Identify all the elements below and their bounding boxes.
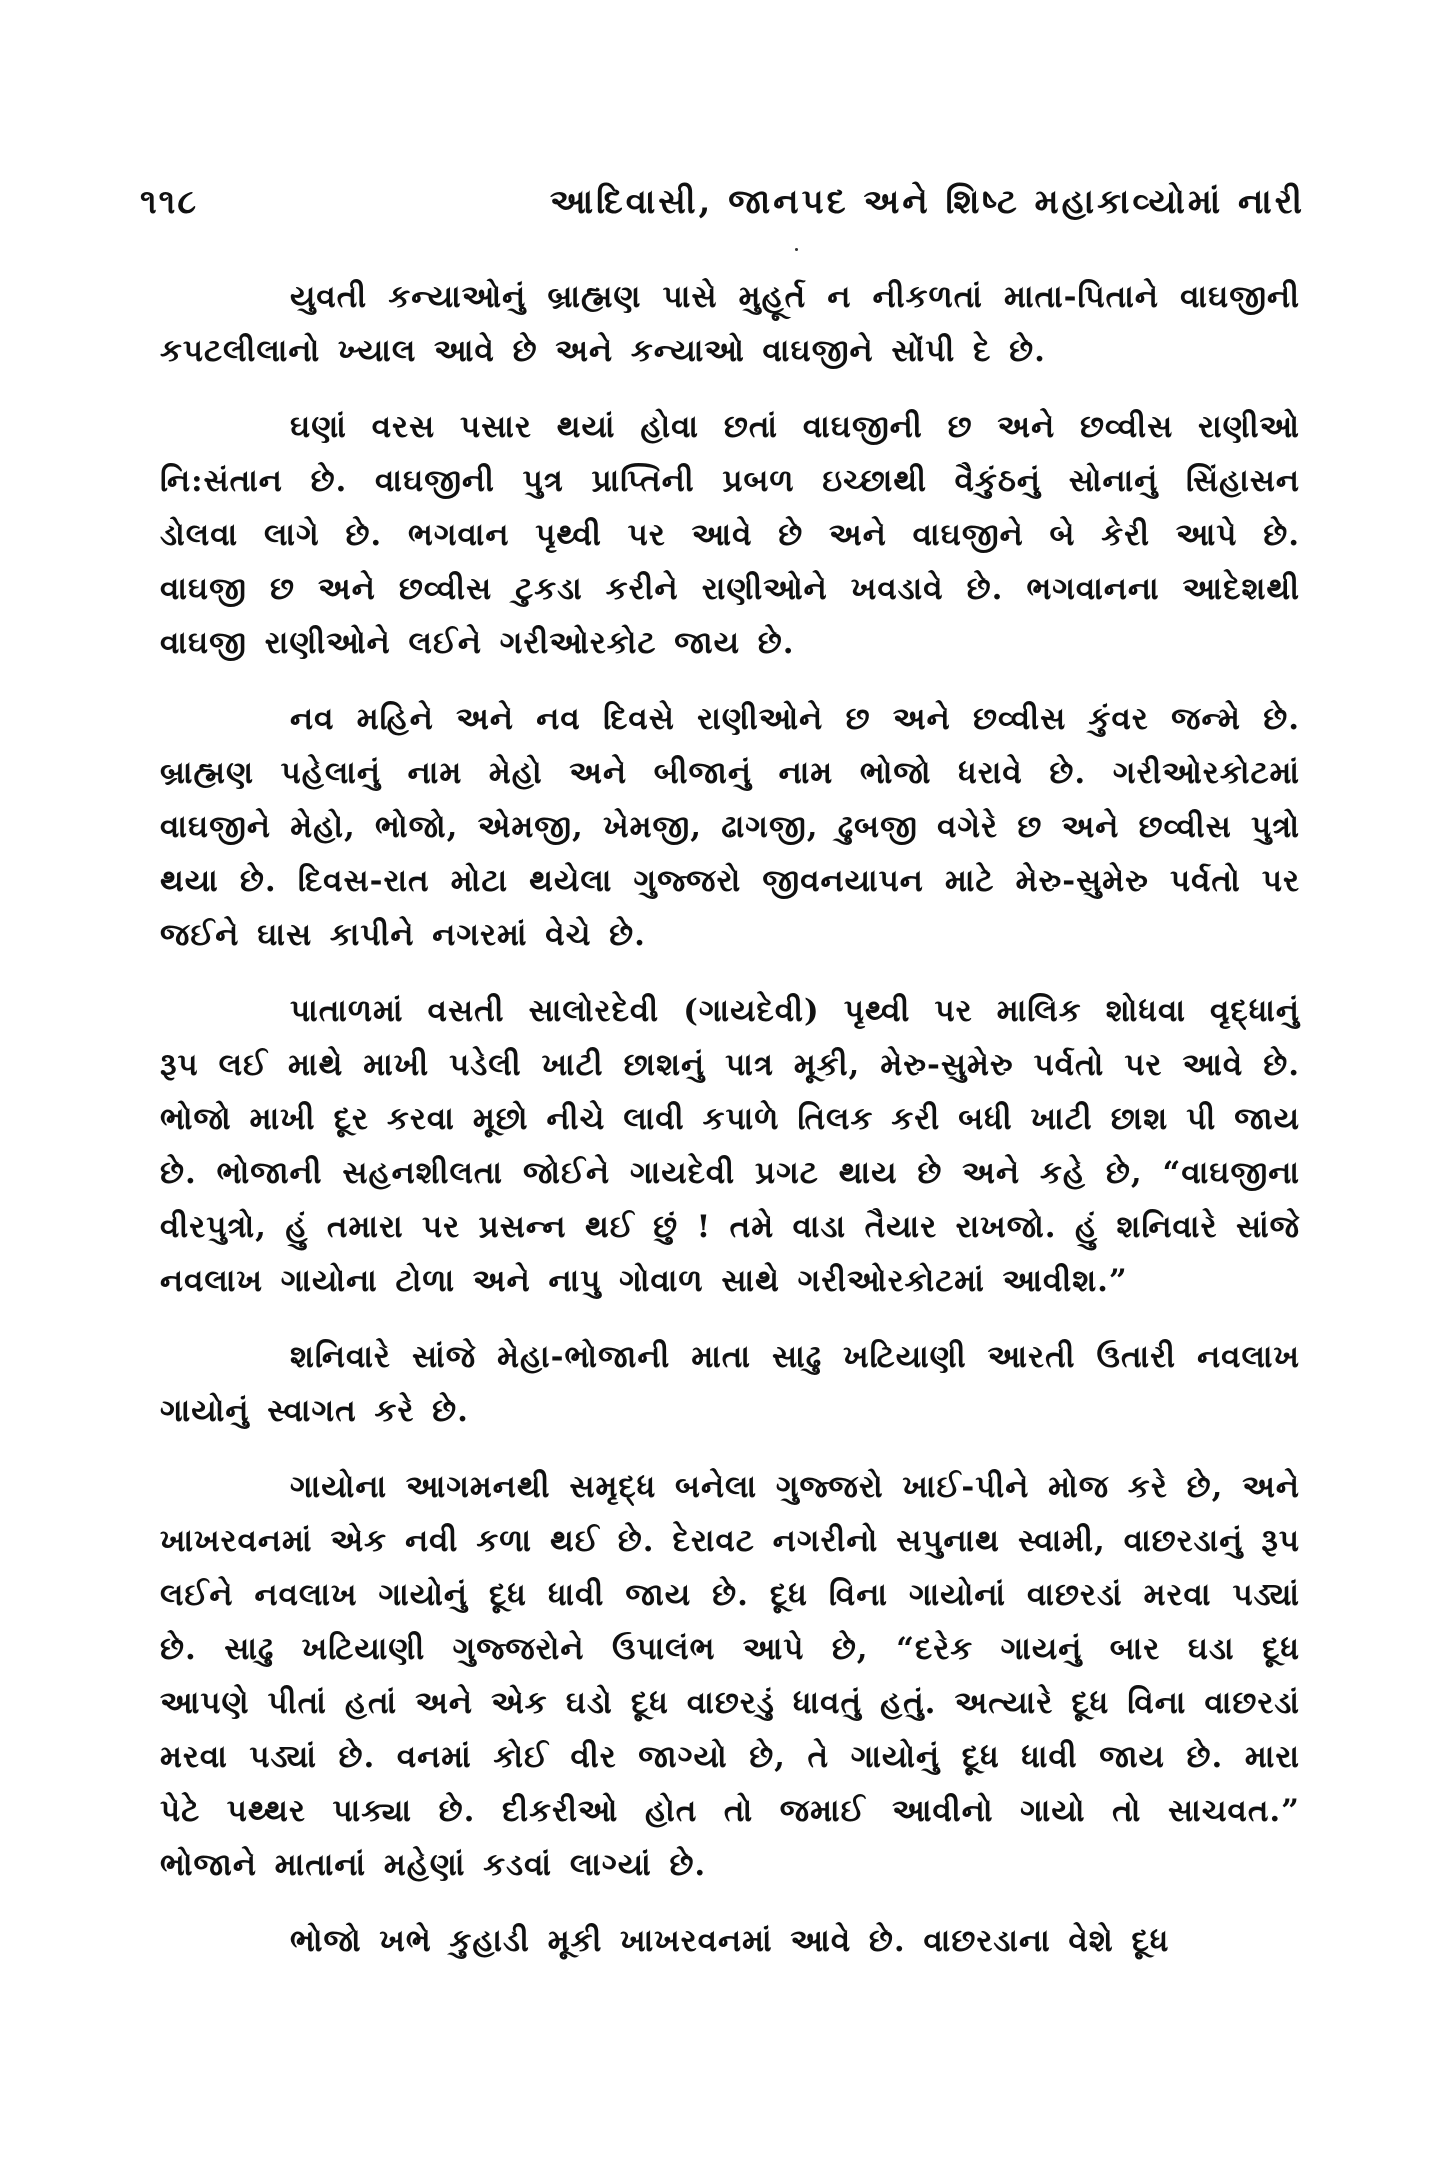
paragraph: ઘણાં વરસ પસાર થયાં હોવા છતાં વાઘજીની છ અને છવ્વીસ રાણીઓ નિ:સંતાન છે. વાઘજીની પુત્ર પ્રાપ્તિની પ્રબળ ઇચ્છાથી વૈકુંઠનું સોનાનું સિંહાસન ડોલવા લાગે છે. ભગવાન પૃથ્વી પર આવે છે અને વાઘજીને બે કેરી આપે છે. વાઘજી છ અને છવ્વીસ ટુકડા કરીને રાણીઓને ખવડાવે છે. ભગવાનના આદેશથી વાઘજી રાણીઓને લઈને ગરીઓરકોટ જાય છે. xyxy=(160,409,1300,661)
page-number: ૧૧૮ xyxy=(140,182,199,222)
paragraph: ગાયોના આગમનથી સમૃદ્ધ બનેલા ગુજ્જરો ખાઈ-પીને મોજ કરે છે, અને ખાખરવનમાં એક નવી કળા થઈ છે. દેરાવટ નગરીનો સપુનાથ સ્વામી, વાછરડાનું રૂપ લઈને નવલાખ ગાયોનું દૂધ ધાવી જાય છે. દૂધ વિના ગાયોનાં વાછરડાં મરવા પડ્યાં છે. સાઢુ ખટિયાણી ગુજ્જરોને ઉપાલંભ આપે છે, “દરેક ગાયનું બાર ઘડા દૂધ આપણે પીતાં હતાં અને એક ઘડો દૂધ વાછરડું ધાવતું હતું. અત્યારે દૂધ વિના વાછરડાં મરવા પડ્યાં છે. વનમાં કોઈ વીર જાગ્યો છે, તે ગાયોનું દૂધ ધાવી જાય છે. મારા પેટે પથ્થર પાક્યા છે. દીકરીઓ હોત તો જમાઈ આવીનો ગાયો તો સાચવત.” ભોજાને માતાનાં મહેણાં કડવાં લાગ્યાં છે. xyxy=(160,1469,1300,1883)
paragraph: ભોજો ખભે કુહાડી મૂકી ખાખરવનમાં આવે છે. વાછરડાના વેશે દૂધ xyxy=(290,1923,1170,1959)
running-title: આદિવાસી, જાનપદ અને શિષ્ટ મહાકાવ્યોમાં નારી xyxy=(549,182,1305,222)
paragraph: નવ મહિને અને નવ દિવસે રાણીઓને છ અને છવ્વીસ કુંવર જન્મે છે. બ્રાહ્મણ પહેલાનું નામ મેહો અને બીજાનું નામ ભોજો ધરાવે છે. ગરીઓરકોટમાં વાઘજીને મેહો, ભોજો, એમજી, ખેમજી, ઢાગજી, ઢુબજી વગેરે છ અને છવ્વીસ પુત્રો થયા છે. દિવસ-રાત મોટા થયેલા ગુજ્જરો જીવનયાપન માટે મેરુ-સુમેરુ પર્વતો પર જઈને ઘાસ કાપીને નગરમાં વેચે છે. xyxy=(160,701,1300,953)
paragraph: શનિવારે સાંજે મેહા-ભોજાની માતા સાઢુ ખટિયાણી આરતી ઉતારી નવલાખ ગાયોનું સ્વાગત કરે છે. xyxy=(160,1339,1300,1429)
page-header xyxy=(140,182,1305,242)
paragraph: યુવતી કન્યાઓનું બ્રાહ્મણ પાસે મુહૂર્ત ન નીકળતાં માતા-પિતાને વાઘજીની કપટલીલાનો ખ્યાલ આવે છે અને કન્યાઓ વાઘજીને સોંપી દે છે. xyxy=(160,279,1300,369)
paragraph: પાતાળમાં વસતી સાલોરદેવી (ગાયદેવી) પૃથ્વી પર માલિક શોધવા વૃદ્ધાનું રૂપ લઈ માથે માખી પડેલી ખાટી છાશનું પાત્ર મૂકી, મેરુ-સુમેરુ પર્વતો પર આવે છે. ભોજો માખી દૂર કરવા મૂછો નીચે લાવી કપાળે તિલક કરી બધી ખાટી છાશ પી જાય છે. ભોજાની સહનશીલતા જોઈને ગાયદેવી પ્રગટ થાય છે અને કહે છે, “વાઘજીના વીરપુત્રો, હું તમારા પર પ્રસન્ન થઈ છું ! તમે વાડા તૈયાર રાખજો. હું શનિવારે સાંજે નવલાખ ગાયોના ટોળા અને નાપુ ગોવાળ સાથે ગરીઓરકોટમાં આવીશ.” xyxy=(160,993,1300,1299)
print-speck xyxy=(795,248,798,251)
body-text xyxy=(160,270,1300,1990)
